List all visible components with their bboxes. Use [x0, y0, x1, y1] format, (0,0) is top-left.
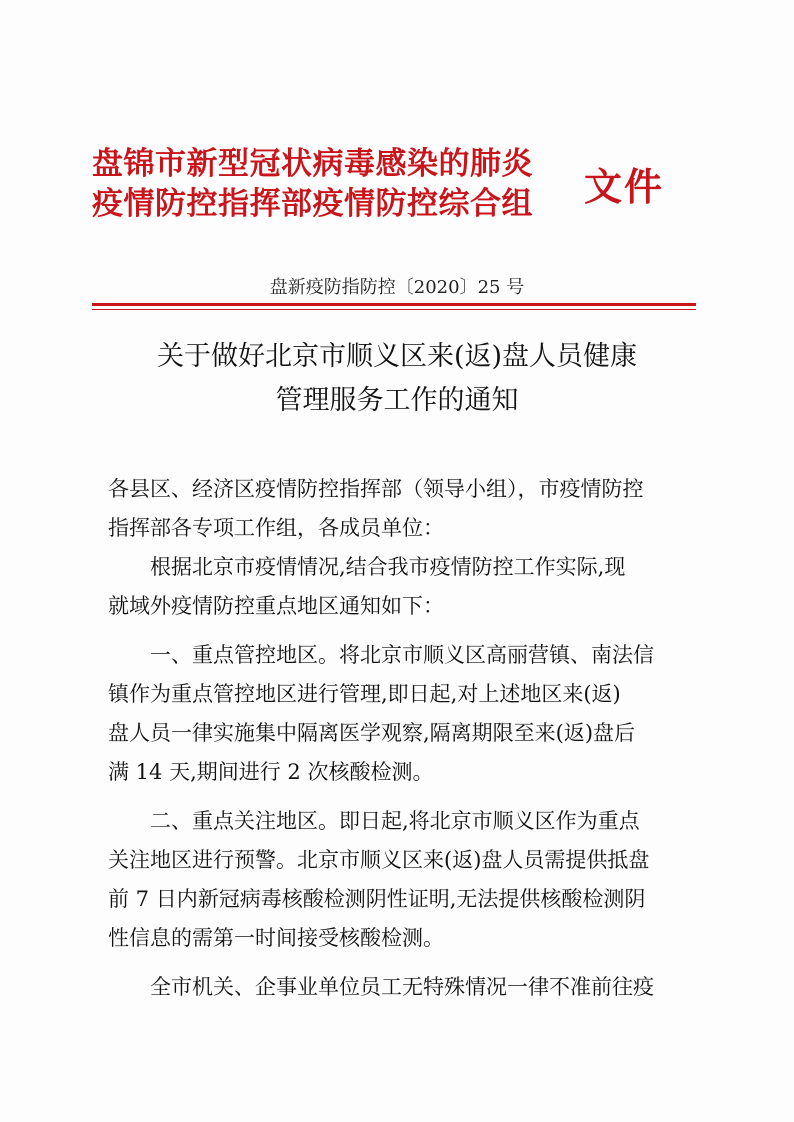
section1-line-4: 满 14 天,期间进行 2 次核酸检测。: [108, 760, 434, 784]
section2-line-2: 关注地区进行预警。北京市顺义区来(返)盘人员需提供抵盘: [108, 848, 650, 872]
title-line-2: 管理服务工作的通知: [275, 385, 519, 416]
intro-line-1: 根据北京市疫情情况,结合我市疫情防控工作实际,现: [150, 555, 626, 579]
issuing-organization: [92, 144, 582, 224]
section1-line-1: 一、重点管控地区。将北京市顺义区高丽营镇、南法信: [150, 643, 654, 667]
document-body: [108, 470, 688, 1007]
section2-line-1: 二、重点关注地区。即日起,将北京市顺义区作为重点: [150, 809, 640, 833]
section1-line-3: 盘人员一律实施集中隔离医学观察,隔离期限至来(返)盘后: [108, 721, 636, 745]
document-title: [0, 335, 794, 423]
addressee-line-1: 各县区、经济区疫情防控指挥部（领导小组），市疫情防控: [108, 477, 644, 501]
document-header: [92, 140, 692, 240]
document-type-label: 文件: [584, 165, 665, 209]
section1-line-2: 镇作为重点管控地区进行管理,即日起,对上述地区来(返): [108, 682, 621, 706]
section2-line-3: 前 7 日内新冠病毒核酸检测阴性证明,无法提供核酸检测阴: [108, 887, 646, 911]
org-name-line-2: 疫情防控指挥部疫情防控综合组: [92, 186, 533, 222]
section2-line-4: 性信息的需第一时间接受核酸检测。: [108, 926, 444, 950]
header-divider-thin: [92, 309, 696, 310]
title-line-1: 关于做好北京市顺义区来(返)盘人员健康: [156, 341, 638, 372]
addressee-line-2: 指挥部各专项工作组，各成员单位：: [108, 516, 444, 540]
closing-line-1: 全市机关、企事业单位员工无特殊情况一律不准前往疫: [150, 975, 654, 999]
intro-line-2: 就域外疫情防控重点地区通知如下：: [108, 594, 444, 618]
header-divider-thick: [92, 303, 696, 306]
org-name-line-1: 盘锦市新型冠状病毒感染的肺炎: [92, 146, 533, 182]
document-number: 盘新疫防指防控〔2020〕25 号: [269, 277, 525, 298]
